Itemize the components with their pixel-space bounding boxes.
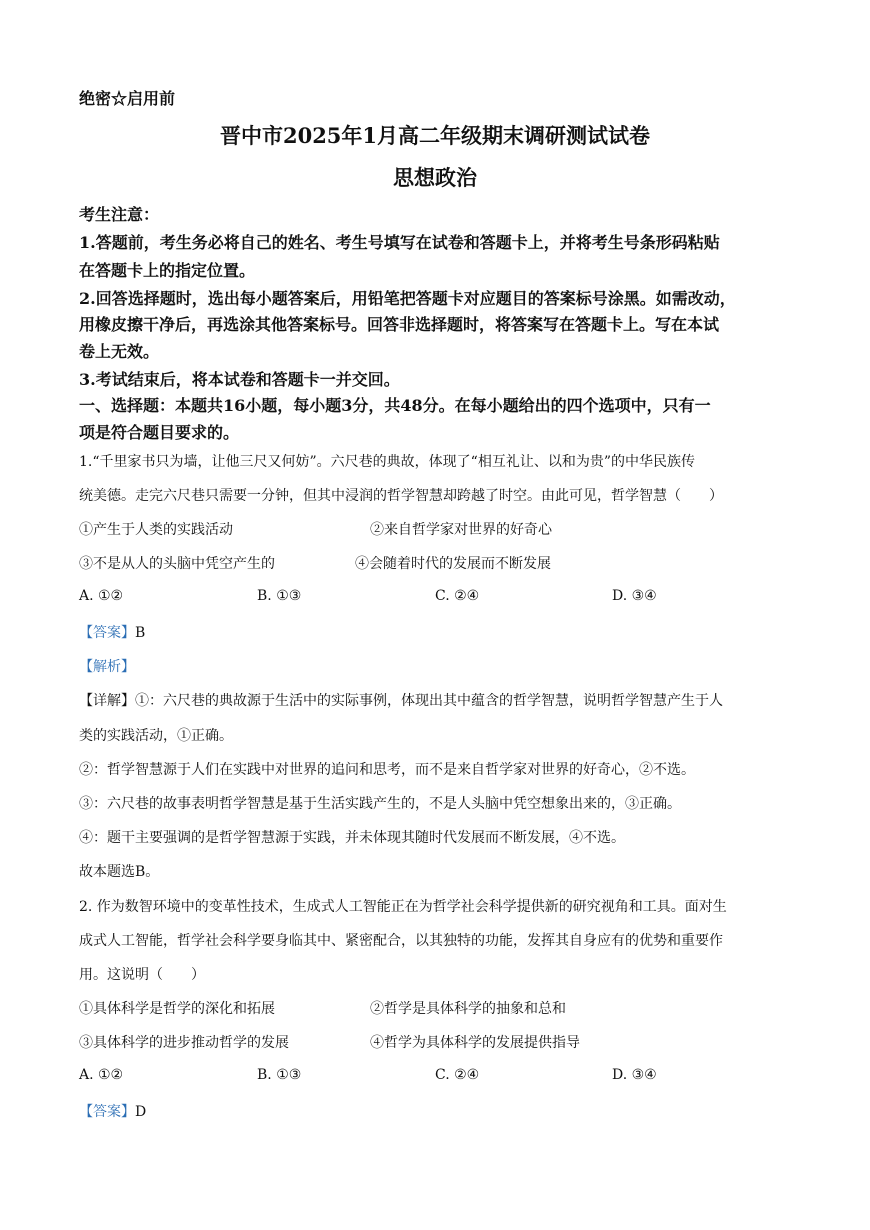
notice-heading: 考生注意： bbox=[79, 205, 160, 224]
q1-statement-3: ③不是从人的头脑中凭空产生的 bbox=[79, 556, 275, 572]
q1-detail-4: ④：题干主要强调的是哲学智慧源于实践，并未体现其随时代发展而不断发展，④不选。 bbox=[79, 830, 625, 846]
q1-option-b: B. ①③ bbox=[257, 588, 302, 604]
section-1-line-1: 一、选择题：本题共16小题，每小题3分，共48分。在每小题给出的四个选项中，只有一 bbox=[79, 396, 711, 415]
notice-item-3: 3.考试结束后，将本试卷和答题卡一并交回。 bbox=[79, 370, 400, 389]
q2-stem-line-3: 用。这说明（ ） bbox=[79, 967, 205, 983]
q2-stem-line-2: 成式人工智能，哲学社会科学要身临其中、紧密配合，以其独特的功能，发挥其自身应有的优势和重要作 bbox=[79, 933, 723, 949]
q2-statement-1: ①具体科学是哲学的深化和拓展 bbox=[79, 1001, 275, 1017]
q1-detail-line-1 bbox=[79, 690, 723, 710]
q2-option-a: A. ①② bbox=[79, 1067, 124, 1083]
q1-option-c: C. ②④ bbox=[435, 588, 480, 604]
q2-statement-3: ③具体科学的进步推动哲学的发展 bbox=[79, 1035, 289, 1051]
q1-answer bbox=[79, 622, 145, 642]
q1-statement-4: ④会随着时代的发展而不断发展 bbox=[355, 556, 551, 572]
q2-stem-line-1: 2. 作为数智环境中的变革性技术，生成式人工智能正在为哲学社会科学提供新的研究视角和工具。面对生 bbox=[79, 899, 727, 915]
q1-statement-2: ②来自哲学家对世界的好奇心 bbox=[370, 522, 552, 538]
answer-tag: 【答案】 bbox=[79, 625, 135, 641]
q1-stem-line-2: 统美德。走完六尺巷只需要一分钟，但其中浸润的哲学智慧却跨越了时空。由此可见，哲学智慧（ ） bbox=[79, 488, 723, 504]
q1-analysis-tag: 【解析】 bbox=[79, 659, 135, 675]
detail-tag: 【详解】 bbox=[79, 693, 135, 709]
notice-item-2-line-1: 2.回答选择题时，选出每小题答案后，用铅笔把答题卡对应题目的答案标号涂黑。如需改动， bbox=[79, 289, 736, 308]
answer-tag: 【答案】 bbox=[79, 1104, 135, 1120]
notice-item-1-line-2: 在答题卡上的指定位置。 bbox=[79, 261, 256, 280]
q1-stem-line-1: 1.“千里家书只为墙，让他三尺又何妨”。六尺巷的典故，体现了“相互礼让、以和为贵”的中华民族传 bbox=[79, 454, 695, 470]
q1-option-a: A. ①② bbox=[79, 588, 124, 604]
notice-item-1-line-1: 1.答题前，考生务必将自己的姓名、考生号填写在试卷和答题卡上，并将考生号条形码粘贴 bbox=[79, 233, 720, 252]
detail-text: ①：六尺巷的典故源于生活中的实际事例，体现出其中蕴含的哲学智慧，说明哲学智慧产生于人 bbox=[135, 693, 723, 709]
q2-option-c: C. ②④ bbox=[435, 1067, 480, 1083]
exam-title: 晋中市2025年1月高二年级期末调研测试试卷 bbox=[219, 123, 651, 148]
q1-statement-1: ①产生于人类的实践活动 bbox=[79, 522, 233, 538]
q1-detail-line-2: 类的实践活动，①正确。 bbox=[79, 728, 233, 744]
answer-value: B bbox=[135, 625, 146, 641]
q1-detail-3: ③：六尺巷的故事表明哲学智慧是基于生活实践产生的，不是人头脑中凭空想象出来的，③正确。 bbox=[79, 796, 681, 812]
notice-item-2-line-2: 用橡皮擦干净后，再选涂其他答案标号。回答非选择题时，将答案写在答题卡上。写在本试 bbox=[79, 315, 720, 334]
q2-answer bbox=[79, 1101, 146, 1121]
subject-title: 思想政治 bbox=[393, 165, 477, 190]
q1-detail-2: ②：哲学智慧源于人们在实践中对世界的追问和思考，而不是来自哲学家对世界的好奇心，②不选。 bbox=[79, 762, 695, 778]
q2-statement-4: ④哲学为具体科学的发展提供指导 bbox=[370, 1035, 580, 1051]
q2-option-d: D. ③④ bbox=[612, 1067, 657, 1083]
secret-mark: 绝密☆启用前 bbox=[79, 89, 176, 108]
answer-value: D bbox=[135, 1104, 147, 1120]
q1-conclusion: 故本题选B。 bbox=[79, 864, 160, 880]
section-1-line-2: 项是符合题目要求的。 bbox=[79, 423, 240, 442]
q1-option-d: D. ③④ bbox=[612, 588, 657, 604]
q2-statement-2: ②哲学是具体科学的抽象和总和 bbox=[370, 1001, 566, 1017]
q2-option-b: B. ①③ bbox=[257, 1067, 302, 1083]
notice-item-2-line-3: 卷上无效。 bbox=[79, 342, 160, 361]
